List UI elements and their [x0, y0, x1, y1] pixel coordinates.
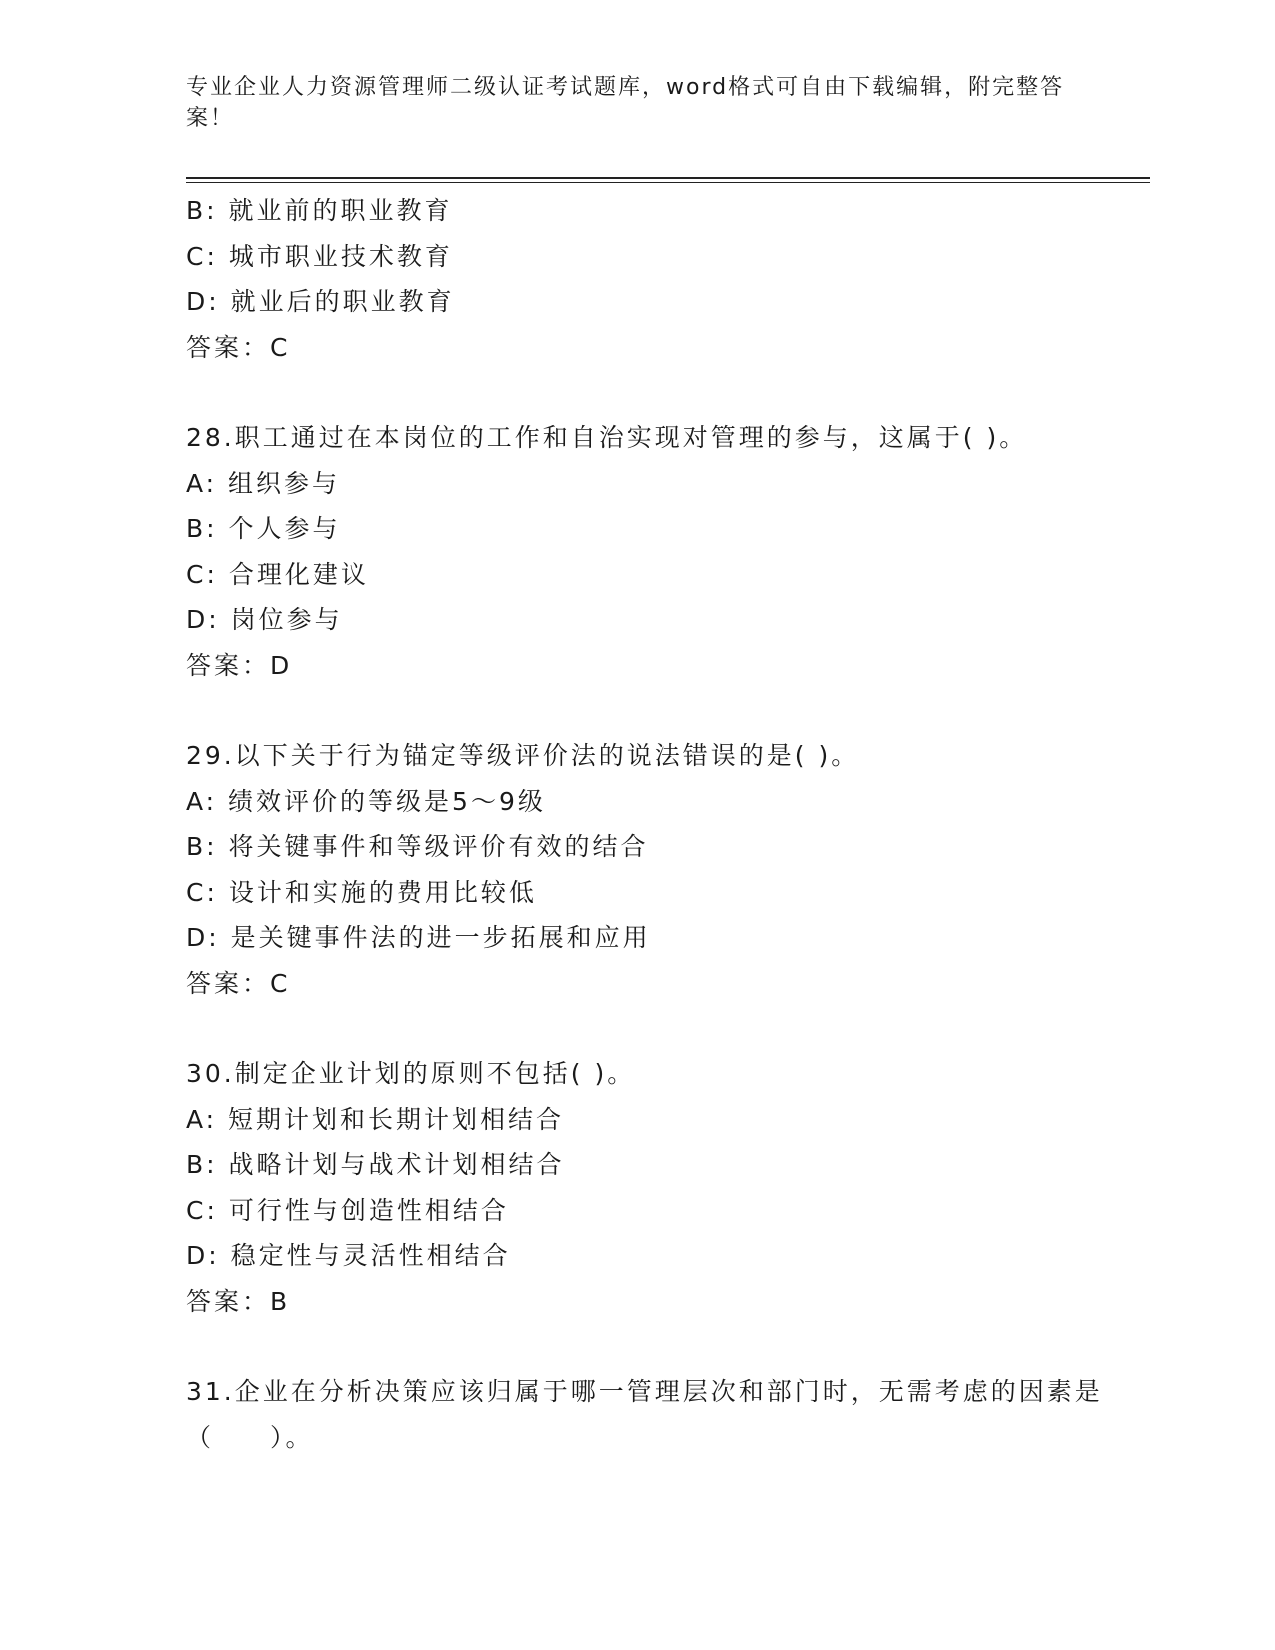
question-list	[186, 188, 1126, 1460]
option-b: B: 个人参与	[186, 514, 341, 543]
option-d: D: 岗位参与	[186, 605, 343, 634]
option-b: B: 战略计划与战术计划相结合	[186, 1150, 565, 1179]
previous-question-tail	[186, 188, 1126, 370]
option-c: C: 城市职业技术教育	[186, 241, 453, 271]
option-c: C: 可行性与创造性相结合	[186, 1195, 509, 1225]
option-a: A: 绩效评价的等级是5～9级	[186, 786, 546, 816]
question-30	[186, 1051, 1126, 1324]
option-a: A: 短期计划和长期计划相结合	[186, 1104, 565, 1134]
question-stem: 29.以下关于行为锚定等级评价法的说法错误的是( )。	[186, 741, 860, 770]
option-c: C: 设计和实施的费用比较低	[186, 877, 537, 907]
question-31	[186, 1369, 1126, 1460]
answer: 答案：B	[186, 1286, 291, 1316]
answer: 答案：C	[186, 968, 291, 998]
question-29	[186, 733, 1126, 1006]
question-stem: 28.职工通过在本岗位的工作和自治实现对管理的参与，这属于( )。	[186, 423, 1028, 452]
question-stem: 30.制定企业计划的原则不包括( )。	[186, 1059, 636, 1088]
option-b: B: 将关键事件和等级评价有效的结合	[186, 832, 649, 861]
header-rule-thick	[186, 177, 1150, 179]
option-a: A: 组织参与	[186, 468, 341, 498]
option-d: D: 是关键事件法的进一步拓展和应用	[186, 923, 651, 952]
option-d: D: 就业后的职业教育	[186, 287, 455, 316]
option-d: D: 稳定性与灵活性相结合	[186, 1241, 511, 1270]
question-28	[186, 415, 1126, 688]
answer: 答案：D	[186, 650, 293, 680]
answer: 答案：C	[186, 332, 291, 362]
question-stem: 31.企业在分析决策应该归属于哪一管理层次和部门时，无需考虑的因素是（ ）。	[186, 1377, 1103, 1452]
document-header: 专业企业人力资源管理师二级认证考试题库，word格式可自由下载编辑，附完整答案！	[186, 75, 1065, 131]
option-c: C: 合理化建议	[186, 559, 369, 589]
option-b: B: 就业前的职业教育	[186, 196, 453, 225]
header-rule-thin	[186, 182, 1150, 183]
